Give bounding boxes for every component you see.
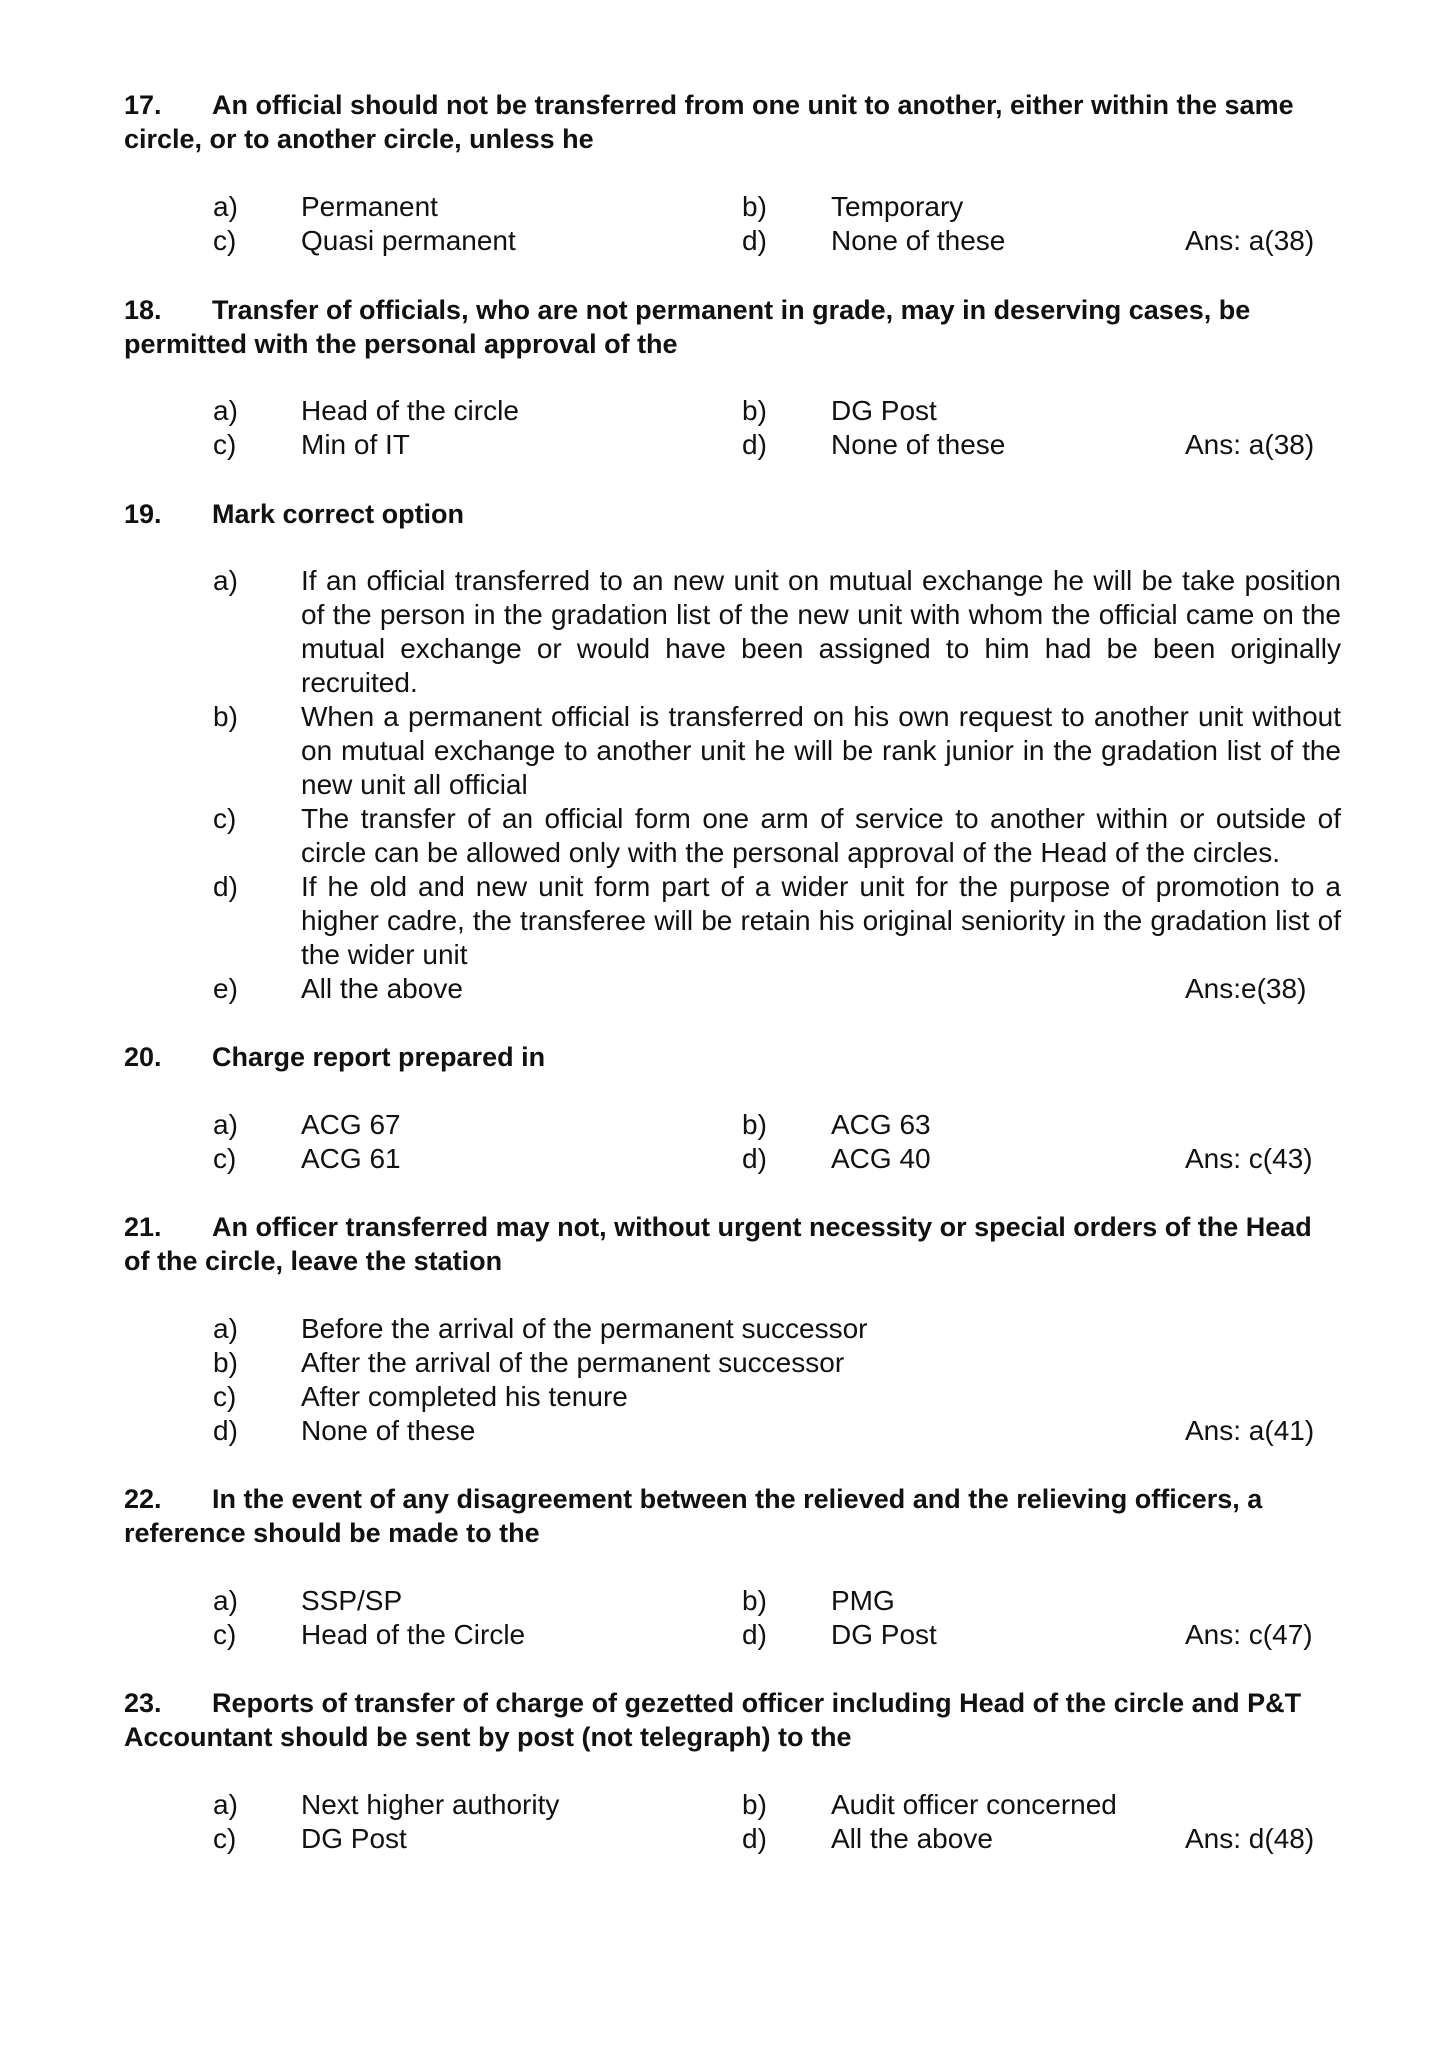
option-label-a: a): [213, 1789, 238, 1820]
answer: Ans: a(41): [1185, 1415, 1315, 1446]
question-number: 19.: [124, 499, 162, 529]
option-label-b: b): [742, 1789, 767, 1820]
option-label-c: c): [213, 1823, 237, 1854]
option-label-b: b): [742, 191, 767, 222]
option-b: After the arrival of the permanent successor: [301, 1347, 845, 1378]
option-d: If he old and new unit form part of a wider unit for the purpose of promotion to a higher cadre, the transferee will be retain his original seniority in the gradation list of the wider unit: [301, 871, 1341, 970]
question-number: 23.: [124, 1688, 162, 1718]
question-text: Mark correct option: [212, 499, 465, 529]
answer: Ans: a(38): [1185, 225, 1315, 256]
option-b: ACG 63: [831, 1109, 931, 1140]
option-d: All the above: [831, 1823, 993, 1854]
option-d: None of these: [831, 429, 1006, 460]
question-number: 18.: [124, 295, 162, 325]
option-b: When a permanent official is transferred on his own request to another unit without on mutual exchange to another unit he will be rank junior in the gradation list of the new unit all official: [301, 701, 1341, 800]
option-label-d: d): [742, 1823, 767, 1854]
question-20: [124, 1040, 1342, 1074]
answer: Ans:e(38): [1185, 973, 1307, 1004]
question-number: 17.: [124, 90, 162, 120]
question-number: 22.: [124, 1484, 162, 1514]
option-label-b: b): [742, 1585, 767, 1616]
option-label-a: a): [213, 191, 238, 222]
answer: Ans: d(48): [1185, 1823, 1315, 1854]
option-c: After completed his tenure: [301, 1381, 628, 1412]
option-d: DG Post: [831, 1619, 937, 1650]
option-d: ACG 40: [831, 1143, 931, 1174]
option-b: DG Post: [831, 395, 937, 426]
option-d: None of these: [831, 225, 1006, 256]
option-label-a: a): [213, 395, 238, 426]
option-label-c: c): [213, 429, 237, 460]
option-d: None of these: [301, 1415, 476, 1446]
option-label-c: c): [213, 1619, 237, 1650]
question-number: 20.: [124, 1042, 162, 1072]
question-text: An official should not be transferred from one unit to another, either within the same circle, or to another circle, unless he: [124, 90, 1294, 154]
question-18: [124, 293, 1342, 361]
option-c: ACG 61: [301, 1143, 401, 1174]
option-a: Before the arrival of the permanent successor: [301, 1313, 868, 1344]
option-label-a: a): [213, 1109, 238, 1140]
question-23: [124, 1686, 1342, 1754]
answer: Ans: c(47): [1185, 1619, 1313, 1650]
question-17: [124, 88, 1342, 156]
option-a: Head of the circle: [301, 395, 519, 426]
option-c: DG Post: [301, 1823, 407, 1854]
option-a: If an official transferred to an new unit on mutual exchange he will be take position of the person in the gradation list of the new unit with whom the official came on the mutual exchange or would have been assigned to him had be been originally recruited.: [301, 565, 1341, 698]
option-e: All the above: [301, 973, 463, 1004]
option-c: Min of IT: [301, 429, 410, 460]
question-text: Reports of transfer of charge of gezetted officer including Head of the circle and P&T Accountant should be sent by post (not telegraph) to the: [124, 1688, 1302, 1752]
option-label-b: b): [213, 701, 238, 732]
option-a: ACG 67: [301, 1109, 401, 1140]
option-label-d: d): [742, 225, 767, 256]
option-label-d: d): [742, 1619, 767, 1650]
option-label-d: d): [742, 429, 767, 460]
answer: Ans: a(38): [1185, 429, 1315, 460]
option-label-b: b): [742, 1109, 767, 1140]
option-label-a: a): [213, 1585, 238, 1616]
option-label-b: b): [213, 1347, 238, 1378]
question-19: [124, 497, 1342, 531]
option-b: PMG: [831, 1585, 895, 1616]
option-label-d: d): [213, 871, 238, 902]
option-c: Quasi permanent: [301, 225, 516, 256]
option-label-d: d): [213, 1415, 238, 1446]
question-22: [124, 1482, 1342, 1550]
option-label-c: c): [213, 803, 237, 834]
option-label-e: e): [213, 973, 238, 1004]
option-label-c: c): [213, 225, 237, 256]
question-21: [124, 1210, 1342, 1278]
option-label-c: c): [213, 1381, 237, 1412]
option-label-c: c): [213, 1143, 237, 1174]
option-b: Temporary: [831, 191, 964, 222]
option-a: Next higher authority: [301, 1789, 560, 1820]
option-c: Head of the Circle: [301, 1619, 526, 1650]
option-b: Audit officer concerned: [831, 1789, 1117, 1820]
question-text: Transfer of officials, who are not permanent in grade, may in deserving cases, be permitted with the personal approval of the: [124, 295, 1251, 359]
option-a: SSP/SP: [301, 1585, 403, 1616]
option-label-a: a): [213, 1313, 238, 1344]
option-label-a: a): [213, 565, 238, 596]
option-label-d: d): [742, 1143, 767, 1174]
question-text: In the event of any disagreement between the relieved and the relieving officers, a reference should be made to the: [124, 1484, 1263, 1548]
option-label-b: b): [742, 395, 767, 426]
question-text: An officer transferred may not, without urgent necessity or special orders of the Head of the circle, leave the station: [124, 1212, 1312, 1276]
option-c: The transfer of an official form one arm of service to another within or outside of circle can be allowed only with the personal approval of the Head of the circles.: [301, 803, 1341, 868]
question-number: 21.: [124, 1212, 162, 1242]
answer: Ans: c(43): [1185, 1143, 1313, 1174]
question-text: Charge report prepared in: [212, 1042, 546, 1072]
option-a: Permanent: [301, 191, 438, 222]
